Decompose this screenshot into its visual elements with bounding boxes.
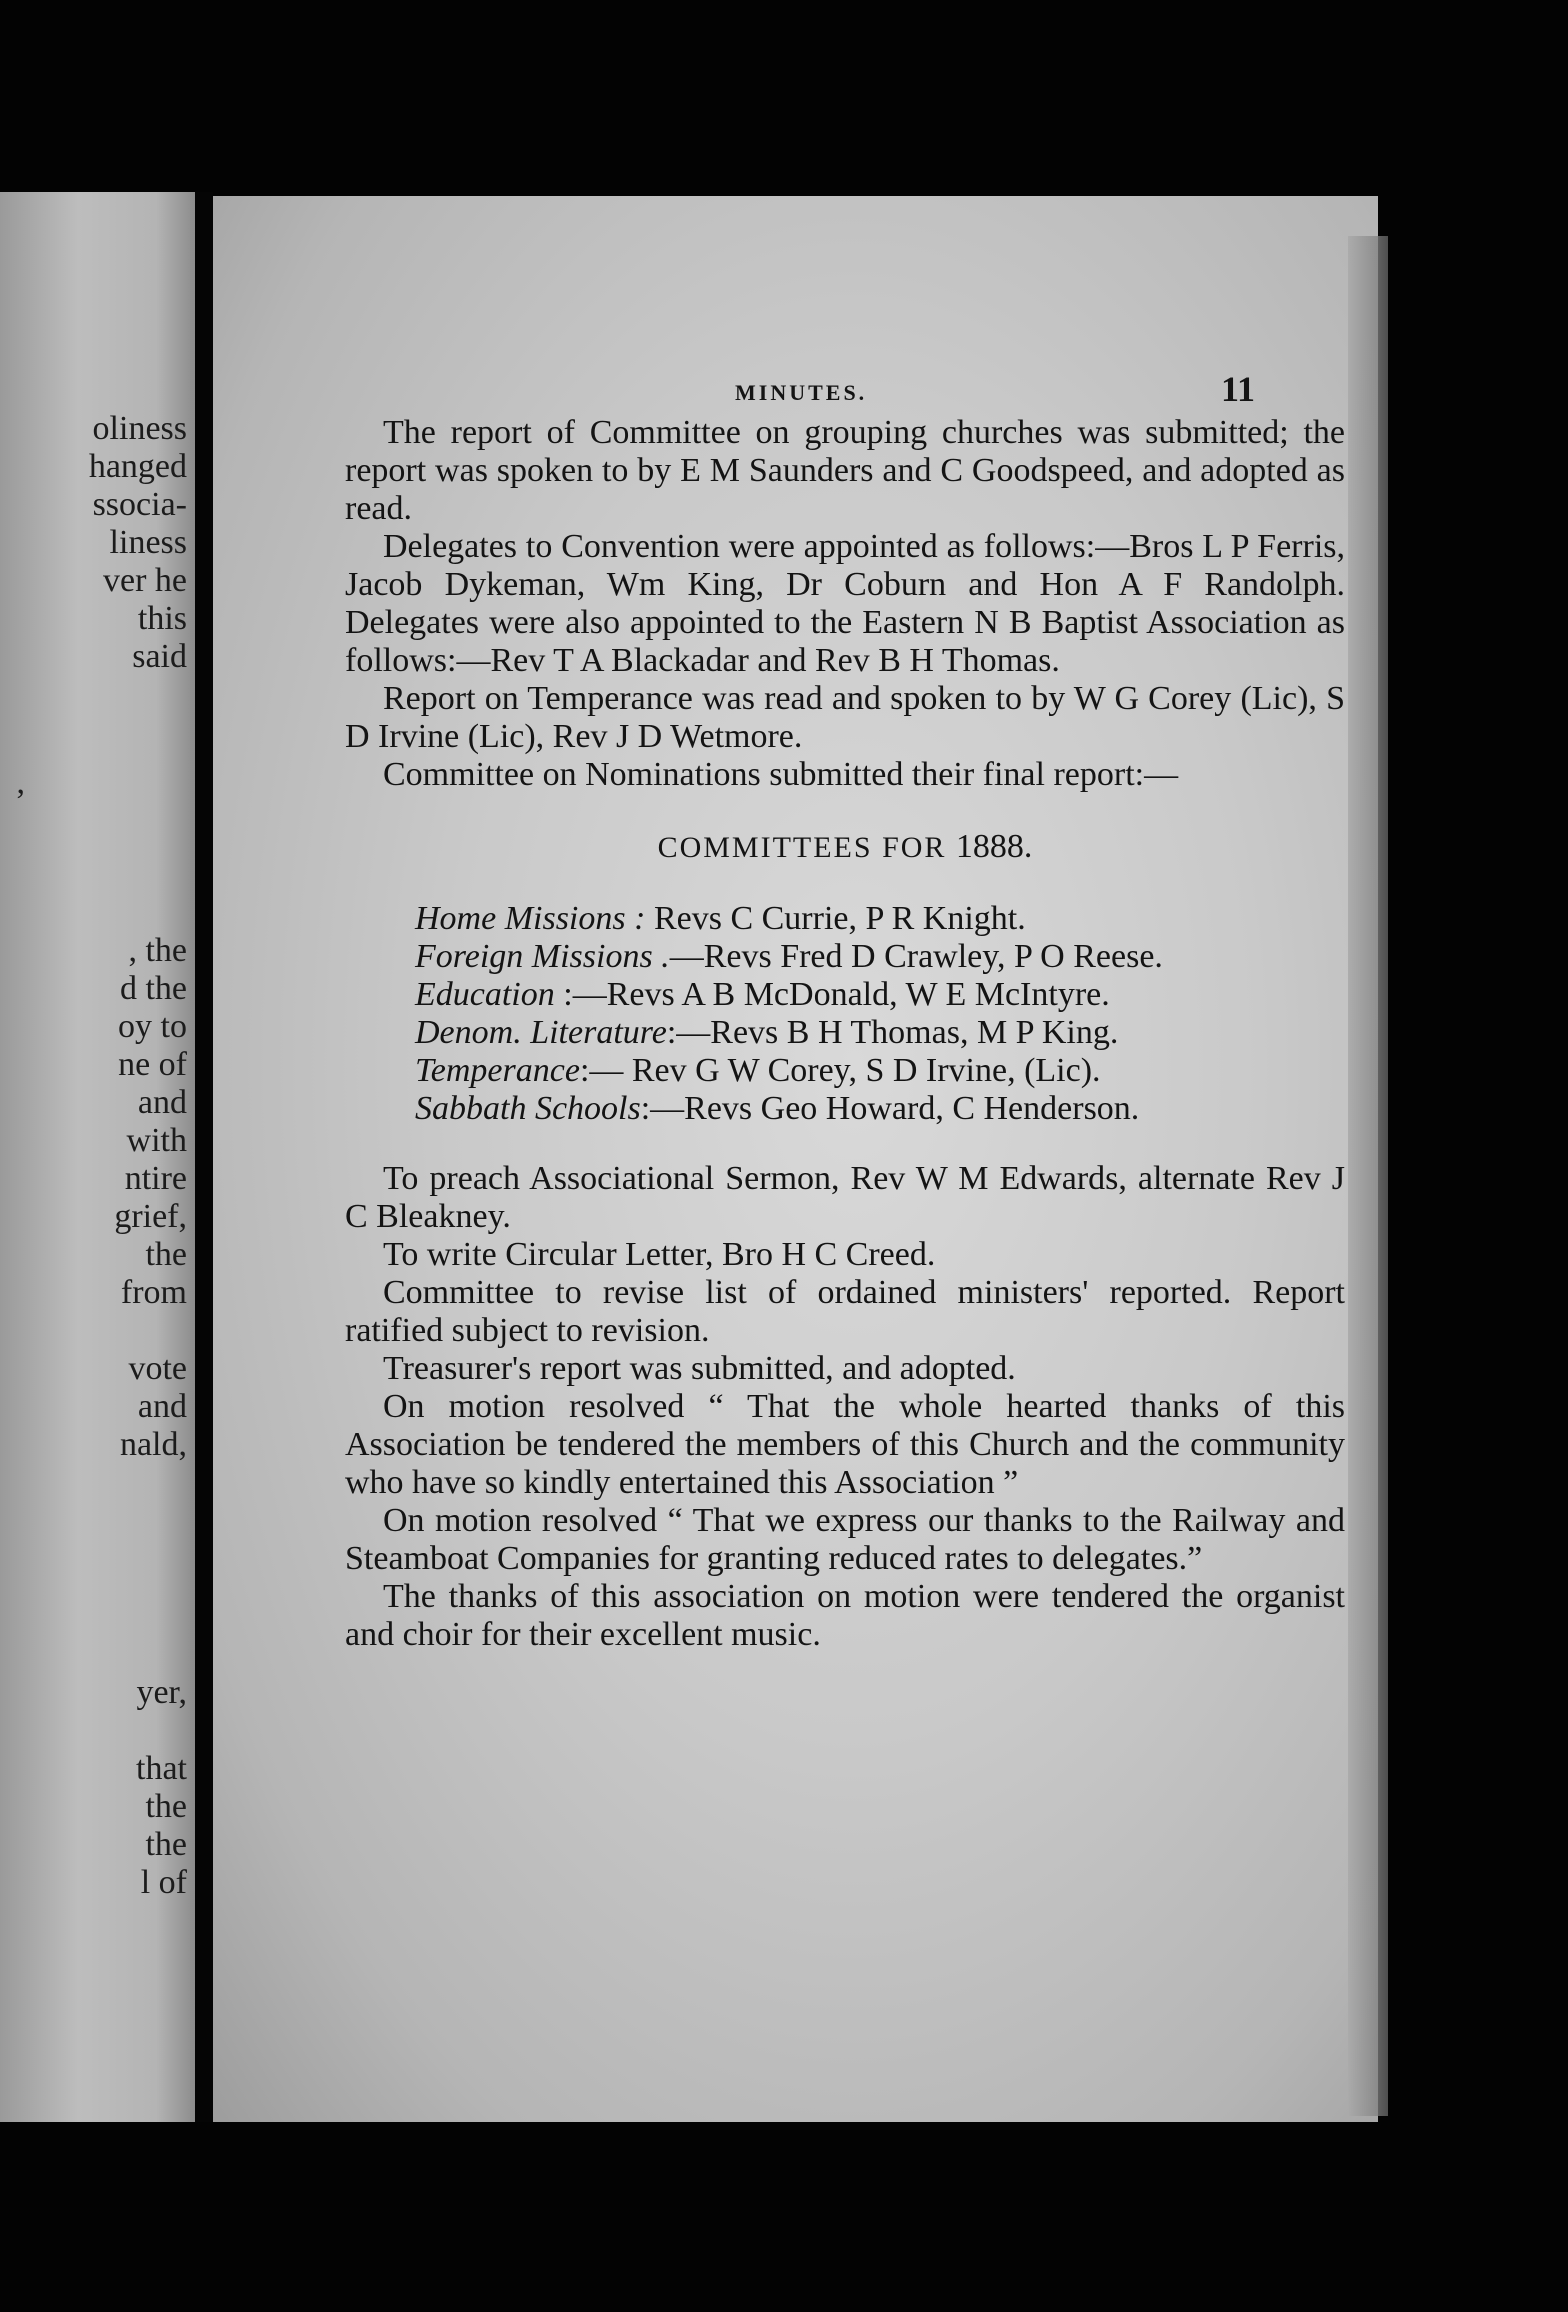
left-page-fragment: d the	[119, 970, 187, 1007]
left-page-fragment: the	[145, 1236, 187, 1273]
committee-name: Denom. Literature	[415, 1014, 667, 1051]
left-page-fragment: from	[120, 1274, 187, 1311]
paragraph-thanks-railway: On motion resolved “ That we express our thanks to the Railway and Steamboat Companies for granting reduced rates to delegates.”	[345, 1502, 1345, 1577]
left-page-fragment: ne of	[118, 1046, 187, 1083]
left-page-fragment: ssocia-	[92, 486, 187, 523]
left-page-fragment: ntire	[124, 1160, 187, 1197]
committee-item	[415, 900, 1345, 938]
left-page-fragment: that	[136, 1750, 187, 1787]
paragraph-thanks-choir: The thanks of this association on motion were tendered the organist and choir for their excellent music.	[345, 1578, 1345, 1653]
left-page-fragment: liness	[109, 524, 187, 561]
left-facing-page	[0, 192, 195, 2122]
page-number: 11	[1221, 369, 1256, 409]
page-text-block	[345, 368, 1345, 1654]
committee-members: :—Revs A B McDonald, W E McIntyre.	[554, 976, 1110, 1013]
book-gutter	[195, 192, 213, 2122]
left-page-fragment: and	[137, 1084, 187, 1121]
paragraph-thanks-church: On motion resolved “ That the whole hearted thanks of this Association be tendered the members of this Church and the community who have so kindly entertained this Association ”	[345, 1388, 1345, 1501]
committees-list	[415, 900, 1345, 1128]
committees-heading-text: COMMITTEES FOR	[657, 831, 947, 864]
paragraph-associational-sermon: To preach Associational Sermon, Rev W M Edwards, alternate Rev J C Bleakney.	[345, 1160, 1345, 1235]
left-page-fragment: with	[126, 1122, 187, 1159]
left-page-fragment: said	[132, 638, 187, 675]
committee-item	[415, 1052, 1345, 1090]
committee-members: :— Rev G W Corey, S D Irvine, (Lic).	[579, 1052, 1101, 1089]
committee-item	[415, 1090, 1345, 1128]
left-page-fragment: the	[145, 1788, 187, 1825]
left-page-fragment: this	[137, 600, 187, 637]
committee-name: Education	[415, 976, 555, 1013]
left-page-fragment: ver he	[102, 562, 187, 599]
committee-item	[415, 938, 1345, 976]
right-page	[213, 196, 1378, 2122]
committees-heading	[345, 828, 1345, 866]
left-page-fragment: and	[137, 1388, 187, 1425]
committee-name: Foreign Missions .	[415, 938, 670, 975]
committees-heading-year: 1888.	[955, 828, 1033, 865]
left-page-fragment: oliness	[92, 410, 187, 447]
committee-item	[415, 1014, 1345, 1052]
left-page-fragment: , the	[128, 932, 187, 969]
left-page-fragment: l of	[140, 1864, 187, 1901]
committee-members: :—Revs B H Thomas, M P King.	[666, 1014, 1119, 1051]
left-page-fragment: hanged	[88, 448, 187, 485]
left-page-fragment: grief,	[114, 1198, 187, 1235]
paragraph-grouping-churches: The report of Committee on grouping churches was submitted; the report was spoken to by E M Saunders and C Goodspeed, and adopted as read.	[345, 414, 1345, 527]
paragraph-treasurer-report: Treasurer's report was submitted, and adopted.	[383, 1350, 1016, 1387]
left-page-fragment: oy to	[118, 1008, 187, 1045]
committee-name: Home Missions :	[415, 900, 646, 937]
paragraph-delegates: Delegates to Convention were appointed as follows:—Bros L P Ferris, Jacob Dykeman, Wm King, Dr Coburn and Hon A F Randolph. Delegates were also appointed to the Eastern N B Baptist Association as follows:—Rev T A Blackadar and Rev B H Thomas.	[345, 528, 1345, 679]
committee-members: :—Revs Geo Howard, C Henderson.	[640, 1090, 1140, 1127]
committee-members: —Revs Fred D Crawley, P O Reese.	[669, 938, 1163, 975]
left-page-fragment: ,	[16, 764, 25, 801]
left-page-fragment: vote	[128, 1350, 187, 1387]
paragraph-nominations: Committee on Nominations submitted their final report:—	[383, 756, 1179, 793]
paragraph-circular-letter: To write Circular Letter, Bro H C Creed.	[383, 1236, 936, 1273]
committee-name: Temperance	[415, 1052, 580, 1089]
page-header	[345, 368, 1345, 414]
left-page-fragment: nald,	[119, 1426, 187, 1463]
left-page-fragment: the	[145, 1826, 187, 1863]
paragraph-ordained-ministers: Committee to revise list of ordained ministers' reported. Report ratified subject to revision.	[345, 1274, 1345, 1349]
committee-item	[415, 976, 1345, 1014]
paragraph-temperance-report: Report on Temperance was read and spoken to by W G Corey (Lic), S D Irvine (Lic), Rev J D Wetmore.	[345, 680, 1345, 755]
committee-members: Revs C Currie, P R Knight.	[645, 900, 1026, 937]
running-head: MINUTES.	[735, 380, 868, 405]
committee-name: Sabbath Schools	[415, 1090, 641, 1127]
left-page-fragment: yer,	[136, 1674, 187, 1711]
